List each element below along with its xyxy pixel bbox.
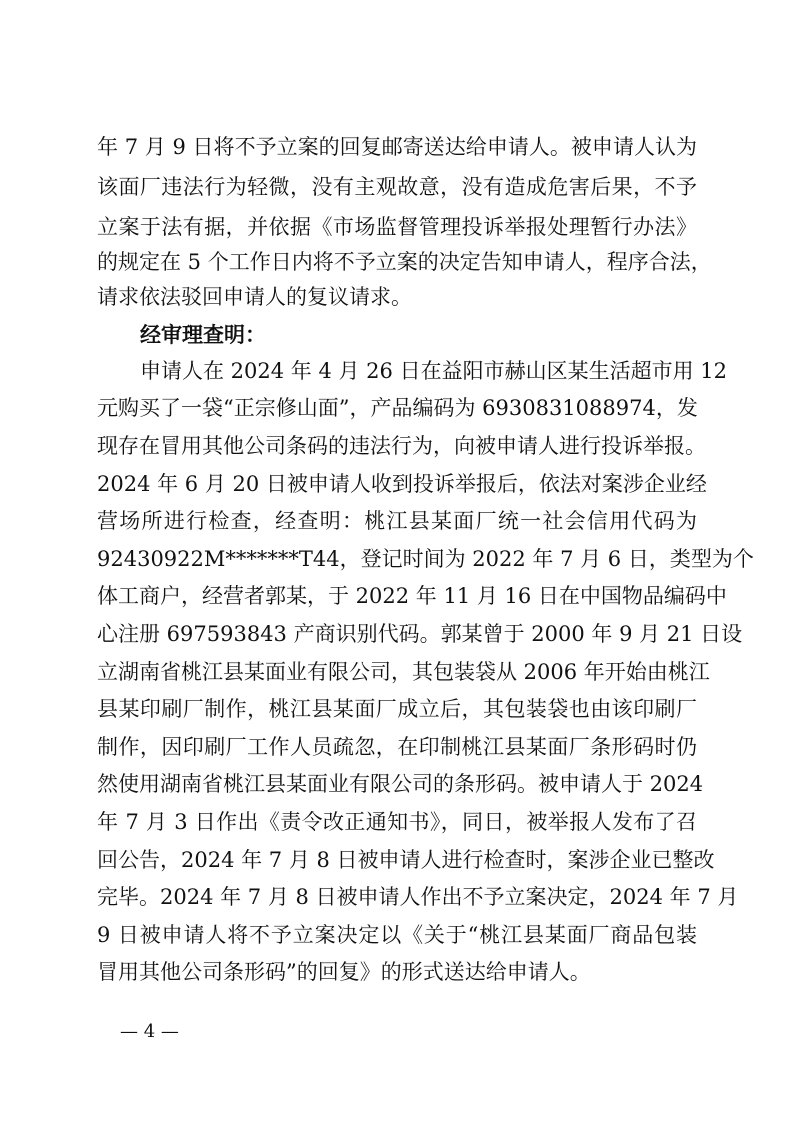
paragraph-line: 完毕。2024 年 7 月 8 日被申请人作出不予立案决定，2024 年 7 月	[97, 885, 739, 909]
paragraph-line: 请求依法驳回申请人的复议请求。	[97, 285, 412, 309]
page-number: — 4 —	[120, 1021, 179, 1042]
paragraph-line: 县某印刷厂制作，桃江县某面厂成立后，其包装袋也由该印刷厂	[97, 697, 697, 721]
paragraph-line: 92430922M*******T44，登记时间为 2022 年 7 月 6 日，类型为个	[97, 547, 754, 571]
paragraph-line: 然使用湖南省桃江县某面业有限公司的条形码。被申请人于 2024	[97, 772, 704, 796]
paragraph-line: 申请人在 2024 年 4 月 26 日在益阳市赫山区某生活超市用 12	[140, 359, 727, 383]
paragraph-line: 该面厂违法行为轻微，没有主观故意，没有造成危害后果，不予	[97, 175, 697, 199]
paragraph-line: 冒用其他公司条形码”的回复》的形式送达给申请人。	[97, 960, 591, 984]
paragraph-line: 立案于法有据，并依据《市场监督管理投诉举报处理暂行办法》	[97, 215, 697, 239]
paragraph-line: 的规定在 5 个工作日内将不予立案的决定告知申请人，程序合法，	[97, 250, 712, 274]
paragraph-line: 立湖南省桃江县某面业有限公司，其包装袋从 2006 年开始由桃江	[97, 660, 710, 684]
paragraph-line: 心注册 697593843 产商识别代码。郭某曾于 2000 年 9 月 21 日设	[97, 622, 743, 646]
paragraph-line: 年 7 月 3 日作出《责令改正通知书》，同日，被举报人发布了召	[97, 810, 697, 834]
paragraph-line: 年 7 月 9 日将不予立案的回复邮寄送达给申请人。被申请人认为	[97, 135, 697, 159]
paragraph-line: 现存在冒用其他公司条码的违法行为，向被申请人进行投诉举报。	[97, 434, 706, 458]
paragraph-line: 2024 年 6 月 20 日被申请人收到投诉举报后，依法对案涉企业经	[97, 472, 707, 496]
paragraph-line: 回公告，2024 年 7 月 8 日被申请人进行检查时，案涉企业已整改	[97, 848, 715, 872]
paragraph-line: 营场所进行检查，经查明：桃江县某面厂统一社会信用代码为	[97, 509, 697, 533]
paragraph-line: 元购买了一袋“正宗修山面”，产品编码为 6930831088974，发	[97, 396, 698, 420]
section-heading: 经审理查明：	[140, 323, 266, 347]
paragraph-line: 制作，因印刷厂工作人员疏忽，在印制桃江县某面厂条形码时仍	[97, 735, 697, 759]
paragraph-line: 9 日被申请人将不予立案决定以《关于“桃江县某面厂商品包装	[97, 923, 697, 947]
paragraph-line: 体工商户，经营者郭某，于 2022 年 11 月 16 日在中国物品编码中	[97, 584, 727, 608]
